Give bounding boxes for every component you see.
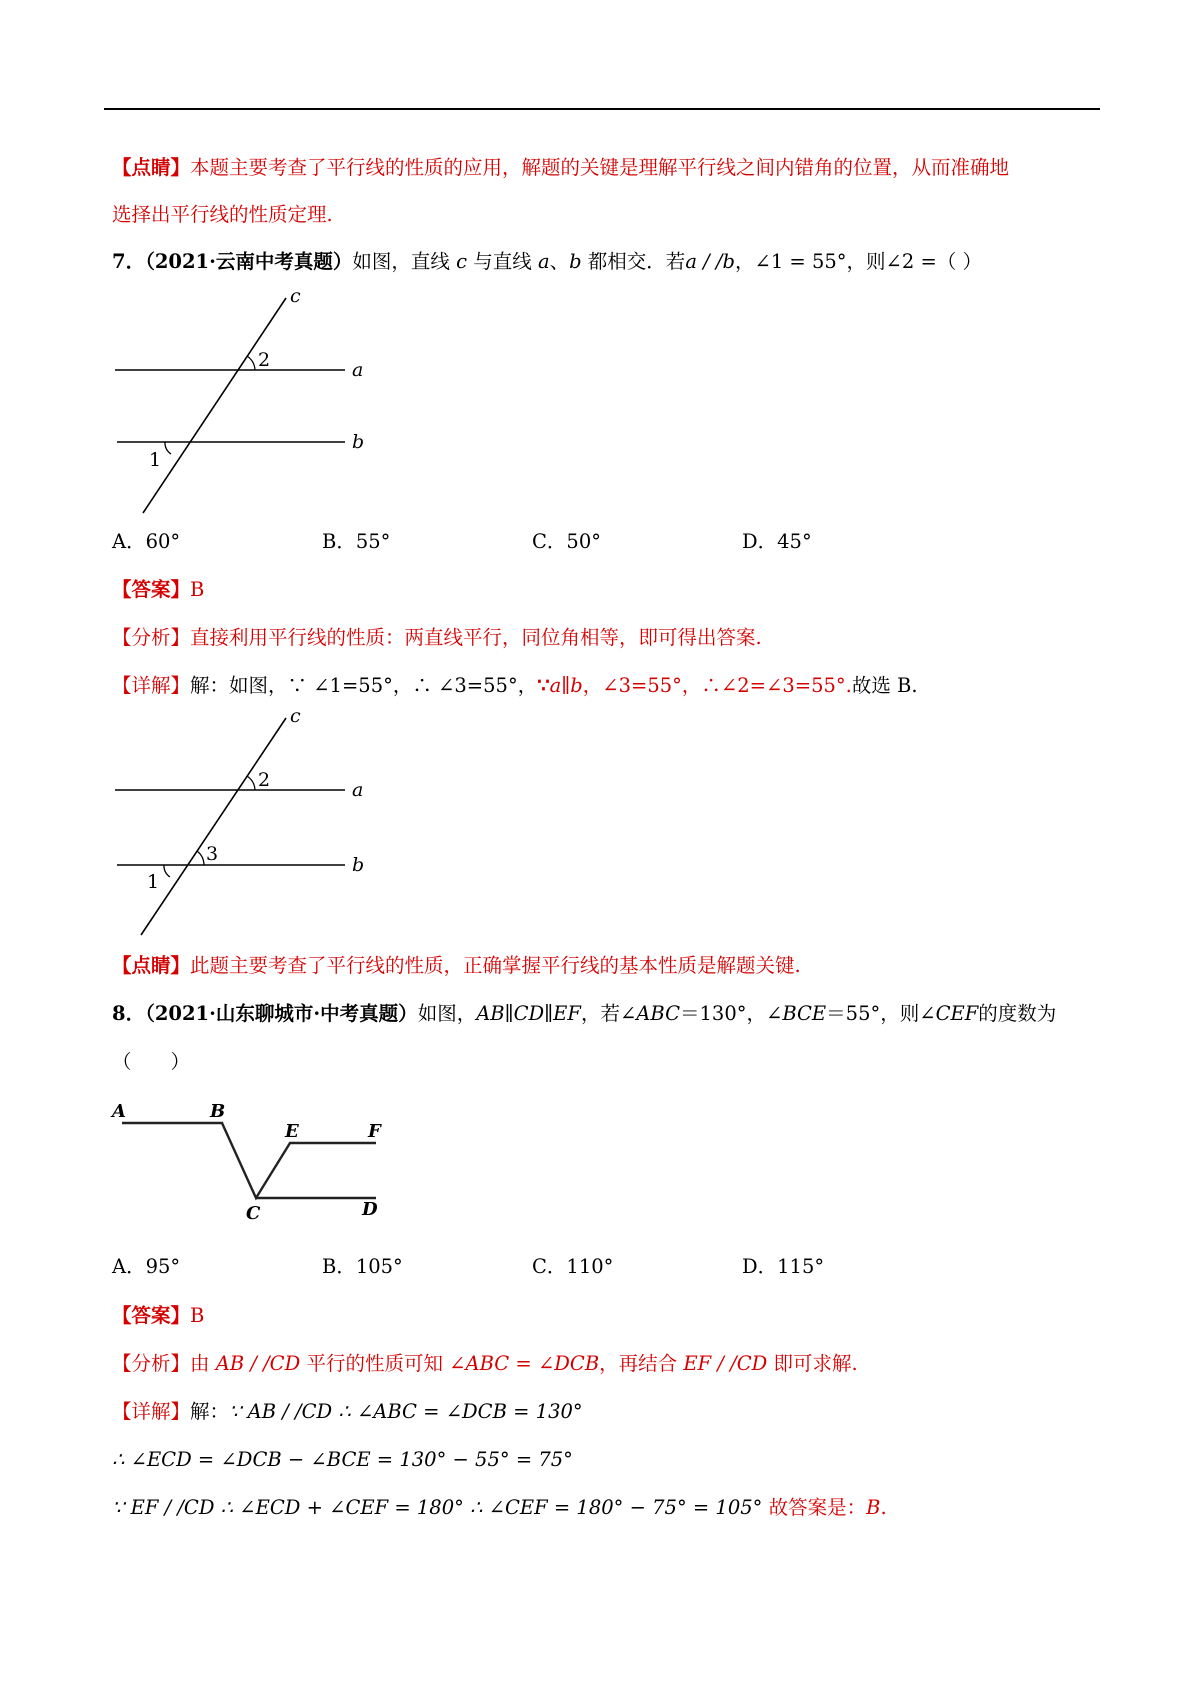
note-text: 此题主要考查了平行线的性质，正确掌握平行线的基本性质是解题关键.	[190, 954, 801, 977]
answer-value: B	[190, 1304, 205, 1327]
label-c: c	[290, 705, 301, 727]
detail-text-red: a	[549, 674, 562, 697]
detail-tag: 【详解】	[112, 1400, 191, 1423]
detail-text: 解：如图，∵ ∠1=55°，∴ ∠3=55°，	[190, 674, 538, 697]
var-b: b	[569, 250, 582, 273]
analysis-tag: 【分析】	[112, 626, 191, 649]
q8-detail-line2	[112, 1446, 573, 1474]
note-q6-line2	[112, 201, 333, 229]
answer-blank: （ ）	[936, 250, 983, 273]
stem-text: ＝130°，∠	[680, 1002, 783, 1025]
q8-detail-line3	[112, 1494, 887, 1522]
option-b: B．105°	[322, 1255, 403, 1278]
stem-text: 与直线	[473, 250, 532, 273]
analysis-text: 即可求解.	[773, 1352, 858, 1375]
question-source: （2021·云南中考真题）	[145, 250, 353, 273]
label-3: 3	[206, 843, 219, 865]
q7-answer	[112, 576, 204, 604]
label-a: a	[352, 359, 364, 381]
note-tag: 【点睛】	[112, 954, 191, 977]
stem-text: ，若∠	[580, 1002, 637, 1025]
note-q6-line1	[112, 154, 1009, 182]
stem-text: 如图，	[417, 1002, 477, 1025]
label-1: 1	[149, 449, 162, 471]
q7-note	[112, 952, 801, 980]
q7-detail-figure	[100, 705, 390, 935]
detail-math: ∵ AB / /CD ∴ ∠ABC = ∠DCB = 130°	[229, 1400, 583, 1423]
analysis-math: EF / /CD	[683, 1352, 768, 1375]
detail-conclusion: 故答案是：	[768, 1496, 867, 1519]
note-tag: 【点睛】	[112, 156, 191, 179]
analysis-text: 平行的性质可知	[306, 1352, 443, 1375]
detail-tag: 【详解】	[112, 674, 191, 697]
answer-tag: 【答案】	[112, 1304, 191, 1327]
stem-text: ＝55°，则∠	[826, 1002, 936, 1025]
stem-sep: ，	[734, 250, 755, 273]
stem-text: 都相交．若	[587, 250, 686, 273]
detail-end: 故选 B.	[851, 674, 918, 697]
detail-text: 解：	[190, 1400, 230, 1423]
angle-name: ABC	[636, 1002, 680, 1025]
label-F: F	[368, 1121, 381, 1142]
detail-math: ∴ ∠ECD = ∠DCB − ∠BCE = 130° − 55° = 75°	[112, 1448, 573, 1471]
q7-detail	[112, 672, 918, 700]
analysis-tag: 【分析】	[112, 1352, 191, 1375]
detail-end: .	[880, 1496, 887, 1519]
answer-tag: 【答案】	[112, 578, 191, 601]
q8-stem	[112, 1000, 1056, 1028]
stem-sep: 、	[549, 250, 570, 273]
header-rule	[104, 108, 1100, 110]
analysis-text: ，再结合	[599, 1352, 678, 1375]
label-A: A	[112, 1101, 126, 1122]
detail-text-red: ，∠3=55°，∴∠2=∠3=55°.	[582, 674, 852, 697]
option-a: A．95°	[112, 1255, 181, 1278]
label-E: E	[285, 1121, 299, 1142]
label-b: b	[352, 431, 365, 453]
question-number: 7．	[112, 250, 146, 273]
analysis-text: 直接利用平行线的性质：两直线平行，同位角相等，即可得出答案.	[190, 626, 762, 649]
var-a: a	[537, 250, 550, 273]
label-D: D	[362, 1199, 378, 1220]
question-source: （2021·山东聊城市·中考真题）	[145, 1002, 418, 1025]
detail-math: ∵ EF / /CD ∴ ∠ECD + ∠CEF = 180° ∴ ∠CEF = 180° − 75° = 105°	[112, 1496, 763, 1519]
condition: a / /b	[685, 250, 735, 273]
note-text-cont: 选择出平行线的性质定理.	[112, 203, 333, 226]
q8-analysis	[112, 1350, 858, 1378]
detail-text-red: ∵	[537, 674, 550, 697]
answer-value: B	[190, 578, 205, 601]
option-d: D．45°	[742, 530, 812, 553]
analysis-math: ∠ABC = ∠DCB	[449, 1352, 600, 1375]
q7-analysis	[112, 624, 762, 652]
detail-text-red: ∥	[561, 674, 571, 697]
note-text: 本题主要考查了平行线的性质的应用，解题的关键是理解平行线之间内错角的位置，从而准确地	[190, 156, 1010, 179]
q8-figure	[100, 1095, 400, 1225]
analysis-text: 由	[190, 1352, 210, 1375]
option-c: C．50°	[532, 530, 601, 553]
given-angle: ∠1 = 55°	[754, 250, 847, 273]
stem-text: 如图，直线	[352, 250, 450, 273]
asked-angle: ∠2 =	[885, 250, 937, 273]
stem-text: ，则	[846, 250, 886, 273]
option-c: C．110°	[532, 1255, 614, 1278]
option-b: B．55°	[322, 530, 391, 553]
q8-answer	[112, 1302, 204, 1330]
detail-text-red: b	[570, 674, 583, 697]
q7-stem	[112, 248, 982, 276]
label-B: B	[210, 1101, 226, 1122]
q8-detail-line1	[112, 1398, 583, 1426]
var-c: c	[456, 250, 468, 273]
condition: AB∥CD∥EF	[476, 1002, 581, 1025]
detail-answer: B	[866, 1496, 881, 1519]
label-C: C	[246, 1203, 261, 1224]
analysis-math: AB / /CD	[215, 1352, 301, 1375]
question-number: 8．	[112, 1002, 146, 1025]
label-2: 2	[258, 349, 271, 371]
q7-figure	[100, 285, 390, 515]
q8-stem-cont	[112, 1048, 190, 1076]
stem-text: 的度数为	[978, 1002, 1057, 1025]
option-d: D．115°	[742, 1255, 825, 1278]
label-a: a	[352, 779, 364, 801]
label-2: 2	[258, 769, 271, 791]
label-c: c	[290, 285, 301, 307]
option-a: A．60°	[112, 530, 181, 553]
label-b: b	[352, 854, 365, 876]
label-1: 1	[147, 871, 160, 893]
angle-name: BCE	[782, 1002, 827, 1025]
angle-name: CEF	[935, 1002, 979, 1025]
answer-blank: （ ）	[112, 1050, 191, 1073]
